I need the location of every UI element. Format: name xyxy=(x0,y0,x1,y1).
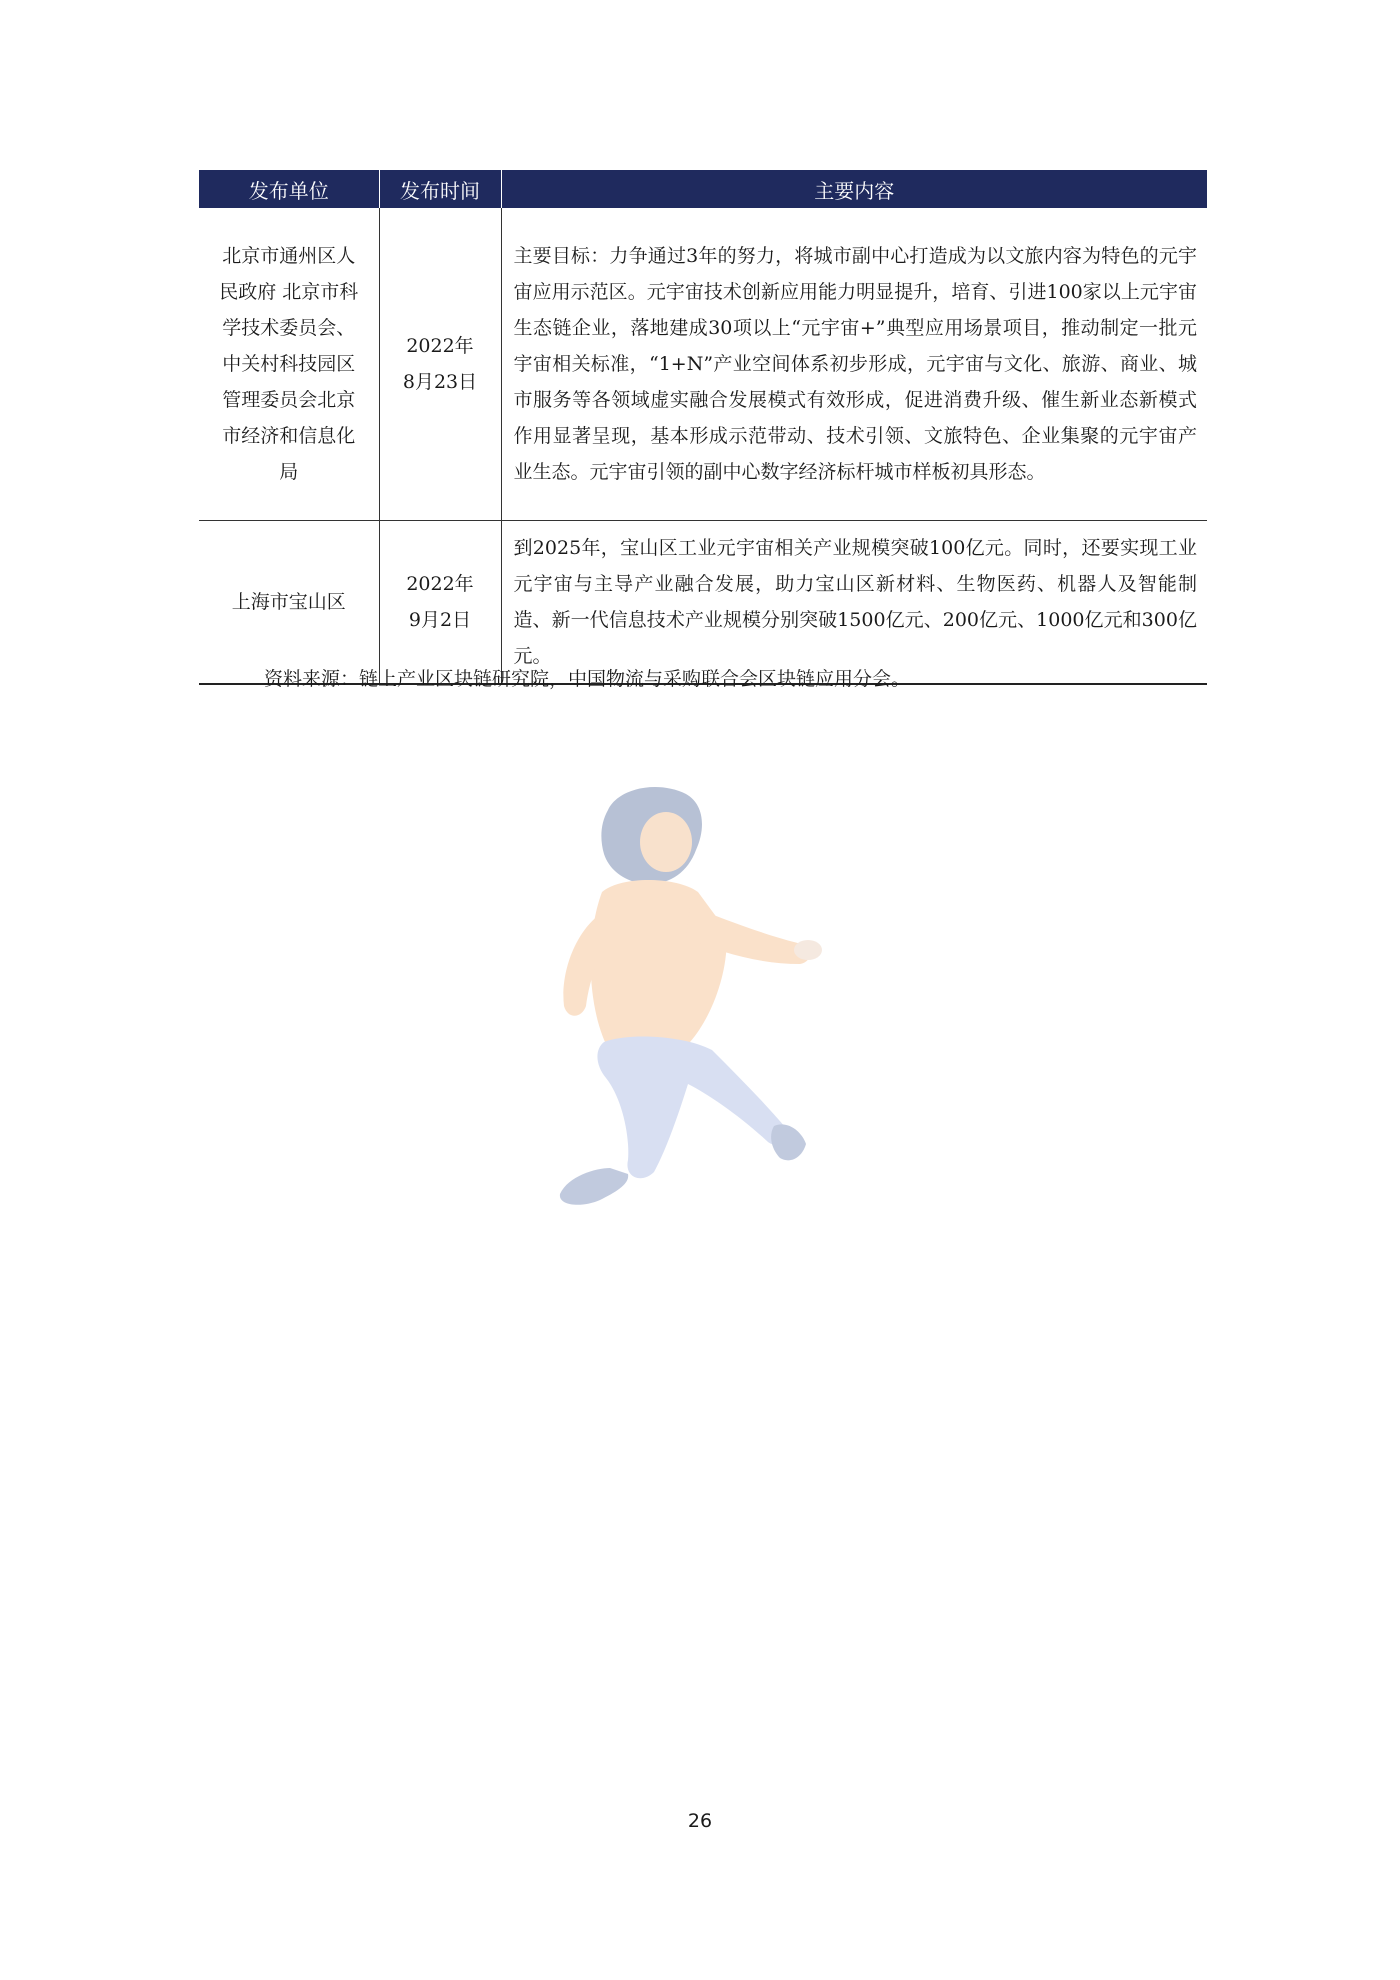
issuing-unit-cell: 上海市宝山区 xyxy=(199,521,379,685)
header-issue-date: 发布时间 xyxy=(379,170,501,208)
header-issuing-unit: 发布单位 xyxy=(199,170,379,208)
header-main-content: 主要内容 xyxy=(501,170,1207,208)
issue-date-cell: 2022年 8月23日 xyxy=(379,208,501,521)
table-header-row xyxy=(199,170,1207,208)
running-person-icon xyxy=(490,780,890,1210)
table-row xyxy=(199,208,1207,521)
source-note: 资料来源：链上产业区块链研究院，中国物流与采购联合会区块链应用分会。 xyxy=(264,668,911,690)
issuing-unit-cell: 北京市通州区人民政府 北京市科学技术委员会、中关村科技园区管理委员会北京市经济和信息化局 xyxy=(199,208,379,521)
issue-date-cell: 2022年 9月2日 xyxy=(379,521,501,685)
main-content-cell: 主要目标：力争通过3年的努力，将城市副中心打造成为以文旅内容为特色的元宇宙应用示范区。元宇宙技术创新应用能力明显提升，培育、引进100家以上元宇宙生态链企业，落地建成30项以上“元宇宙+”典型应用场景项目，推动制定一批元宇宙相关标准，“1+N”产业空间体系初步形成，元宇宙与文化、旅游、商业、城市服务等各领域虚实融合发展模式有效形成，促进消费升级、催生新业态新模式作用显著呈现，基本形成示范带动、技术引领、文旅特色、企业集聚的元宇宙产业生态。元宇宙引领的副中心数字经济标杆城市样板初具形态。 xyxy=(501,208,1207,521)
policy-table xyxy=(199,170,1207,685)
main-content-cell: 到2025年，宝山区工业元宇宙相关产业规模突破100亿元。同时，还要实现工业元宇宙与主导产业融合发展，助力宝山区新材料、生物医药、机器人及智能制造、新一代信息技术产业规模分别突破1500亿元、200亿元、1000亿元和300亿元。 xyxy=(501,521,1207,685)
page-number: 26 xyxy=(687,1810,713,1832)
table-row xyxy=(199,521,1207,685)
